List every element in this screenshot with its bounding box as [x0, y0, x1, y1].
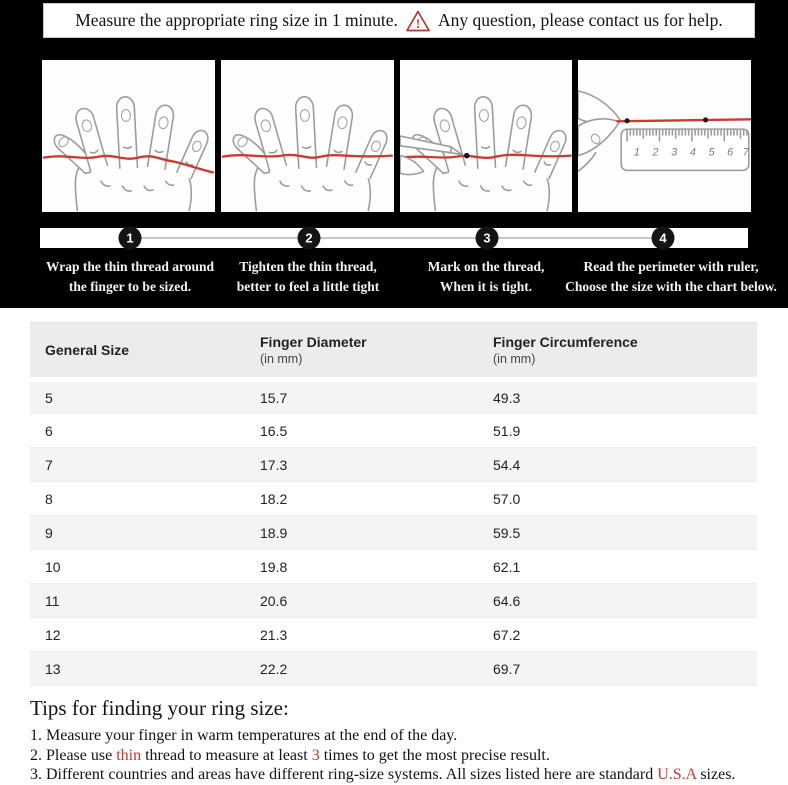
instruction-section	[0, 0, 788, 308]
table-row	[30, 550, 757, 584]
cell-size: 9	[30, 516, 245, 550]
cell-diameter: 21.3	[245, 618, 478, 652]
column-label: Finger Diameter	[260, 334, 367, 350]
warning-triangle-icon	[405, 9, 431, 33]
cell-circumference: 59.5	[478, 516, 757, 550]
step4-illustration-ruler	[578, 60, 751, 212]
cell-circumference: 51.9	[478, 414, 757, 448]
caption-line1: Read the perimeter with ruler,	[583, 259, 759, 274]
step-caption-1	[46, 257, 214, 297]
header-banner	[43, 3, 755, 38]
column-unit: (in mm)	[260, 352, 303, 366]
tips-title: Tips for finding your ring size:	[30, 696, 289, 720]
cell-circumference: 69.7	[478, 652, 757, 686]
tip3-text: 3. Different countries and areas have different ring-size systems. All sizes listed here are standard	[30, 766, 658, 783]
step2-illustration-tighten-thread	[221, 60, 394, 212]
step-circle-4	[652, 227, 675, 250]
step3-illustration-mark-thread	[400, 60, 573, 212]
cell-circumference: 64.6	[478, 584, 757, 618]
step1-illustration-wrap-thread	[42, 60, 215, 212]
highlight-usa: U.S.A	[657, 766, 697, 783]
cell-diameter: 17.3	[245, 448, 478, 482]
table-row	[30, 482, 757, 516]
tip-line-1: 1. Measure your finger in warm temperatures at the end of the day.	[30, 727, 458, 744]
column-label: General Size	[45, 342, 130, 358]
caption-line1: Wrap the thin thread around	[45, 259, 215, 274]
tip2-text: times to get the most precise result.	[319, 746, 550, 764]
thread-mark-dot	[463, 153, 468, 158]
measured-thread	[618, 119, 751, 121]
thread-mark-dot	[625, 118, 630, 123]
table-row	[30, 448, 757, 482]
step-circle-3	[476, 227, 499, 250]
caption-line2: When it is tight.	[439, 279, 533, 294]
step1-panel	[42, 60, 215, 212]
marking-hand	[400, 156, 424, 175]
ruler-number: 4	[690, 146, 697, 159]
caption-line2: the finger to be sized.	[68, 279, 192, 294]
cell-circumference: 62.1	[478, 550, 757, 584]
size-chart-table	[30, 322, 757, 686]
cell-size: 12	[30, 618, 245, 652]
cell-diameter: 18.9	[245, 516, 478, 550]
step2-panel	[221, 60, 394, 212]
step-caption-2	[237, 257, 380, 297]
step-captions	[0, 257, 788, 305]
caption-line1: Mark on the thread,	[427, 259, 545, 274]
step-number: 1	[126, 230, 134, 246]
step-number: 2	[305, 230, 313, 246]
cell-circumference: 49.3	[478, 380, 757, 414]
cell-size: 10	[30, 550, 245, 584]
step-circle-1	[119, 227, 142, 250]
cell-diameter: 16.5	[245, 414, 478, 448]
step3-panel	[400, 60, 573, 212]
tip3-text: sizes.	[696, 766, 736, 783]
column-header-finger-diameter	[245, 323, 478, 380]
tip-line-3	[30, 765, 788, 785]
ruler-number: 1	[634, 146, 641, 159]
step-caption-4	[565, 257, 777, 297]
step-panels	[42, 60, 751, 212]
cell-diameter: 19.8	[245, 550, 478, 584]
table-row	[30, 516, 757, 550]
cell-size: 7	[30, 448, 245, 482]
cell-size: 5	[30, 380, 245, 414]
banner-text-after: Any question, please contact us for help.	[437, 10, 723, 30]
cell-circumference: 67.2	[478, 618, 757, 652]
cell-size: 8	[30, 482, 245, 516]
cell-size: 6	[30, 414, 245, 448]
cell-size: 13	[30, 652, 245, 686]
cell-circumference: 54.4	[478, 448, 757, 482]
table-row	[30, 584, 757, 618]
cell-diameter: 20.6	[245, 584, 478, 618]
step-connector-line	[130, 237, 663, 239]
thread-mark-dot	[703, 117, 708, 122]
highlight-thin: thin	[116, 746, 142, 764]
step-circle-2	[298, 227, 321, 250]
ruler-number: 2	[652, 146, 659, 159]
step-progress-bar	[40, 228, 748, 248]
cell-diameter: 22.2	[245, 652, 478, 686]
tip2-text: 2. Please use	[30, 746, 117, 764]
ruler-number: 3	[671, 146, 678, 159]
caption-line1: Tighten the thin thread,	[239, 259, 377, 274]
cell-size: 11	[30, 584, 245, 618]
tips-section	[30, 696, 788, 785]
table-row	[30, 380, 757, 414]
cell-diameter: 15.7	[245, 380, 478, 414]
table-row	[30, 652, 757, 686]
highlight-three: 3	[311, 746, 320, 764]
step-caption-3	[428, 257, 545, 297]
table-row	[30, 414, 757, 448]
caption-line2: Choose the size with the chart below.	[565, 279, 777, 294]
column-label: Finger Circumference	[493, 334, 638, 350]
tip2-text: thread to measure at least	[141, 746, 312, 764]
step4-panel	[578, 60, 751, 212]
table-header	[30, 323, 757, 380]
ruler-number: 6	[727, 146, 734, 159]
column-unit: (in mm)	[493, 352, 536, 366]
banner-text-before: Measure the appropriate ring size in 1 minute.	[75, 10, 398, 30]
column-header-finger-circumference	[478, 323, 757, 380]
table-row	[30, 618, 757, 652]
column-header-general-size	[30, 323, 245, 380]
step-number: 4	[659, 230, 667, 246]
cell-circumference: 57.0	[478, 482, 757, 516]
caption-line2: better to feel a little tight	[236, 279, 380, 294]
ruler-number: 5	[708, 146, 715, 159]
warning-exclamation: !	[415, 15, 421, 31]
tip-line-2	[30, 746, 788, 766]
cell-diameter: 18.2	[245, 482, 478, 516]
ruler-number: 7	[743, 146, 750, 159]
step-number: 3	[483, 230, 491, 246]
